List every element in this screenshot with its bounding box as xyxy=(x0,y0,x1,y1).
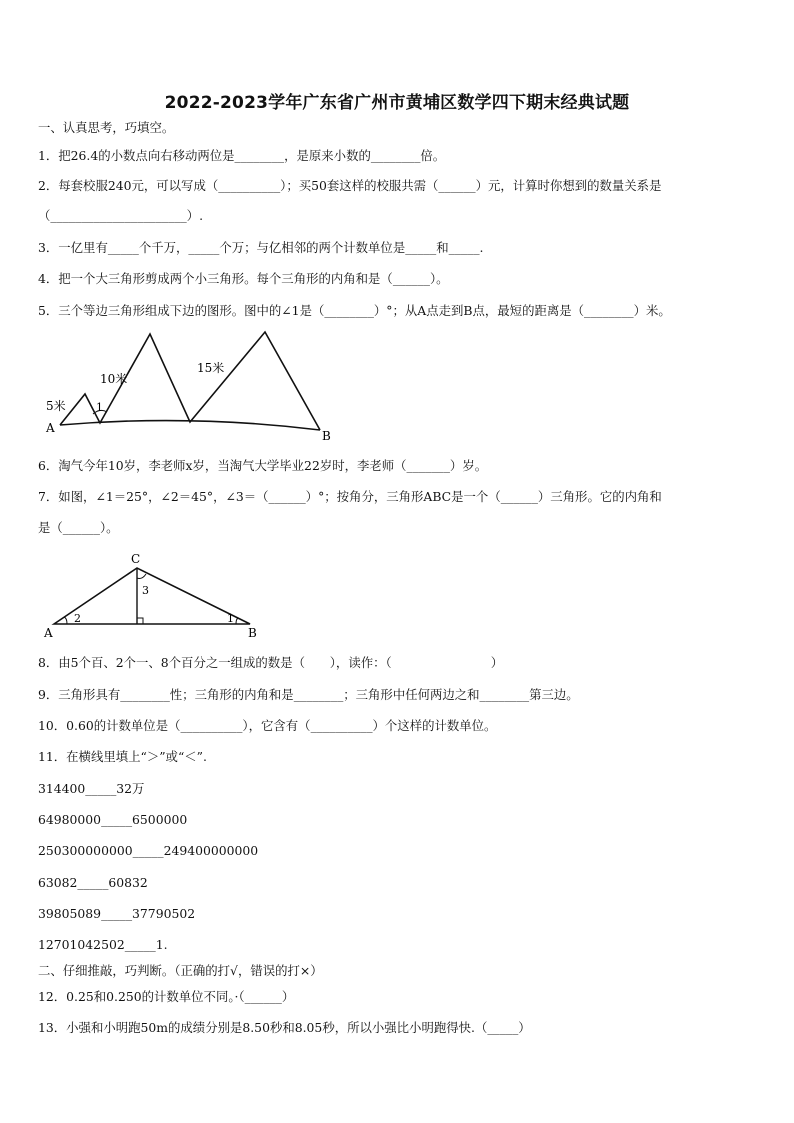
label-15m: 15米 xyxy=(197,361,225,375)
triangle-abc-figure xyxy=(40,548,280,640)
question-5: 5．三个等边三角形组成下边的图形。图中的∠1是（________）°；从A点走到B点，最短的距离是（________）米。 xyxy=(38,303,671,318)
question-7: 7．如图，∠1＝25°，∠2＝45°，∠3＝（______）°；按角分，三角形ABC是一个（______）三角形。它的内角和 xyxy=(38,489,662,504)
compare-item: 39805089_____37790502 xyxy=(38,906,196,921)
question-1: 1．把26.4的小数点向右移动两位是________，是原来小数的________倍。 xyxy=(38,148,446,163)
compare-item: 314400_____32万 xyxy=(38,781,145,796)
question-4: 4．把一个大三角形剪成两个小三角形。每个三角形的内角和是（______）。 xyxy=(38,271,449,286)
question-2-continued: （______________________）. xyxy=(38,208,204,223)
question-9: 9．三角形具有________性；三角形的内角和是________；三角形中任何两边之和________第三边。 xyxy=(38,687,579,702)
compare-item: 12701042502_____1. xyxy=(38,937,168,952)
question-11: 11．在横线里填上“＞”或“＜”. xyxy=(38,749,207,764)
label-angle-1: 1 xyxy=(227,612,234,625)
page-title: 2022-2023学年广东省广州市黄埔区数学四下期末经典试题 xyxy=(164,93,630,113)
question-3: 3．一亿里有_____个千万，_____个万；与亿相邻的两个计数单位是_____和_____. xyxy=(38,240,484,255)
label-point-c: C xyxy=(131,552,141,566)
label-angle-3: 3 xyxy=(142,584,149,597)
angle-3-arc xyxy=(137,574,146,579)
label-point-a: A xyxy=(44,626,53,640)
angle-2-arc xyxy=(64,617,67,624)
question-8: 8．由5个百、2个一、8个百分之一组成的数是（ ），读作：（ ） xyxy=(38,655,504,670)
question-7-continued: 是（______）。 xyxy=(38,520,119,535)
label-point-b: B xyxy=(248,626,257,640)
label-angle-2: 2 xyxy=(74,612,81,625)
mountain-triangles-figure xyxy=(40,322,340,447)
section-heading-judge: 二、仔细推敲，巧判断。（正确的打√，错误的打×） xyxy=(38,963,323,978)
right-angle-mark xyxy=(137,618,143,624)
compare-item: 250300000000_____249400000000 xyxy=(38,843,259,858)
compare-item: 64980000_____6500000 xyxy=(38,812,188,827)
label-point-b: B xyxy=(322,429,331,443)
question-10: 10．0.60的计数单位是（__________），它含有（__________）个这样的计数单位。 xyxy=(38,718,497,733)
compare-item: 63082_____60832 xyxy=(38,875,148,890)
question-2: 2．每套校服240元，可以写成（__________）；买50套这样的校服共需（______）元，计算时你想到的数量关系是 xyxy=(38,178,662,193)
label-10m: 10米 xyxy=(100,372,128,386)
label-5m: 5米 xyxy=(46,399,66,413)
triangle-outline xyxy=(60,332,320,430)
section-heading-fill-in: 一、认真思考，巧填空。 xyxy=(38,120,175,135)
label-angle-1: 1 xyxy=(96,401,103,414)
question-6: 6．淘气今年10岁，李老师x岁，当淘气大学毕业22岁时，李老师（_______）岁。 xyxy=(38,458,488,473)
question-12: 12．0.25和0.250的计数单位不同。·（______） xyxy=(38,989,295,1004)
question-13: 13．小强和小明跑50m的成绩分别是8.50秒和8.05秒，所以小强比小明跑得快.（_____） xyxy=(38,1020,531,1035)
triangle-abc xyxy=(54,568,250,624)
label-point-a: A xyxy=(46,421,55,435)
